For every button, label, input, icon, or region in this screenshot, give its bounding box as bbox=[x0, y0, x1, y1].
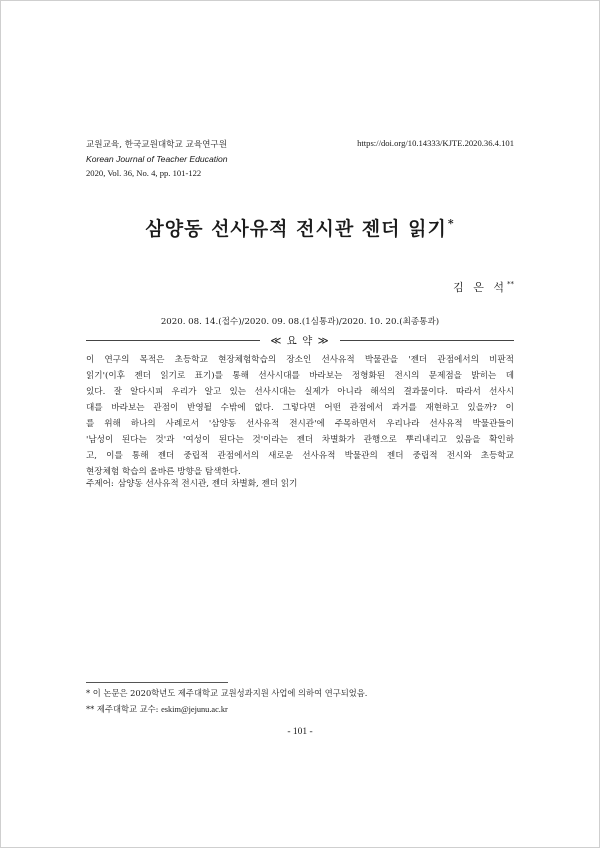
doi-link[interactable]: https://doi.org/10.14333/KJTE.2020.36.4.101 bbox=[357, 138, 514, 148]
abstract-heading-label: ≪ 요 약 ≫ bbox=[270, 335, 330, 347]
footnote-divider bbox=[86, 682, 228, 683]
abstract-body bbox=[86, 352, 514, 480]
footnote-funding: * 이 논문은 2020학년도 제주대학교 교원성과지원 사업에 의하여 연구되었음. bbox=[86, 688, 368, 698]
submission-dates: 2020. 08. 14.(접수)/2020. 09. 08.(1심통과)/2020. 10. 20.(최종통과) bbox=[160, 317, 440, 327]
journal-name-korean: 교원교육, 한국교원대학교 교육연구원 bbox=[86, 140, 228, 150]
paper-title-text: 삼양동 선사유적 전시관 젠더 읽기 bbox=[145, 218, 447, 240]
keywords-value: 삼양동 선사유적 전시관, 젠더 차별화, 젠더 읽기 bbox=[117, 479, 298, 489]
footnote-author bbox=[86, 701, 367, 718]
keywords bbox=[86, 477, 297, 489]
author bbox=[453, 279, 514, 295]
author-name: 김 은 석 bbox=[453, 281, 507, 294]
abstract-line: 읽기'(이후 젠더 읽기로 표기)를 통해 선사시대를 바라보는 정형화된 전시의 문제점을 밝히는 데 bbox=[86, 371, 514, 381]
author-footnote-mark: ** bbox=[507, 280, 514, 288]
abstract-line: 이 연구의 목적은 초등학교 현장체험학습의 장소인 선사유적 박물관을 '젠더 관점에서의 비판적 bbox=[86, 355, 514, 365]
abstract-line: 있다. 잘 알다시피 우리가 알고 있는 선사시대는 실제가 아니라 해석의 결과물이다. 따라서 선사시 bbox=[86, 387, 514, 397]
author-email-link[interactable]: eskim@jejunu.ac.kr bbox=[161, 705, 228, 714]
abstract-heading bbox=[86, 333, 514, 347]
abstract-line: 대를 바라보는 관점이 반영될 수밖에 없다. 그렇다면 어떤 관점에서 과거를 재현하고 있을까? 이 bbox=[86, 403, 514, 413]
journal-header bbox=[86, 138, 228, 180]
volume-info: 2020, Vol. 36, No. 4, pp. 101-122 bbox=[86, 168, 202, 178]
keywords-label: 주제어: bbox=[86, 479, 114, 489]
page-number: - 101 - bbox=[287, 727, 313, 737]
abstract-line: 현장체험 학습의 올바른 방향을 탐색한다. bbox=[86, 467, 241, 477]
abstract-line: '남성이 된다는 것'과 '여성이 된다는 것'이라는 젠더 차별화가 관행으로 뿌리내리고 있음을 확인하 bbox=[86, 435, 514, 445]
title-footnote-mark: * bbox=[447, 217, 455, 230]
paper-title bbox=[0, 214, 600, 241]
footnotes bbox=[86, 685, 367, 718]
journal-name-english: Korean Journal of Teacher Education bbox=[86, 154, 228, 164]
abstract-rule-right bbox=[340, 340, 514, 341]
abstract-line: 를 위해 하나의 사례로서 '삼양동 선사유적 전시관'에 주목하면서 우리나라 선사유적 박물관들이 bbox=[86, 419, 514, 429]
footnote-author-affiliation: ** 제주대학교 교수: bbox=[86, 704, 159, 714]
abstract-line: 고, 이를 통해 젠더 중립적 관점에서의 새로운 선사유적 박물관의 젠더 중립적 전시와 초등학교 bbox=[86, 451, 514, 461]
